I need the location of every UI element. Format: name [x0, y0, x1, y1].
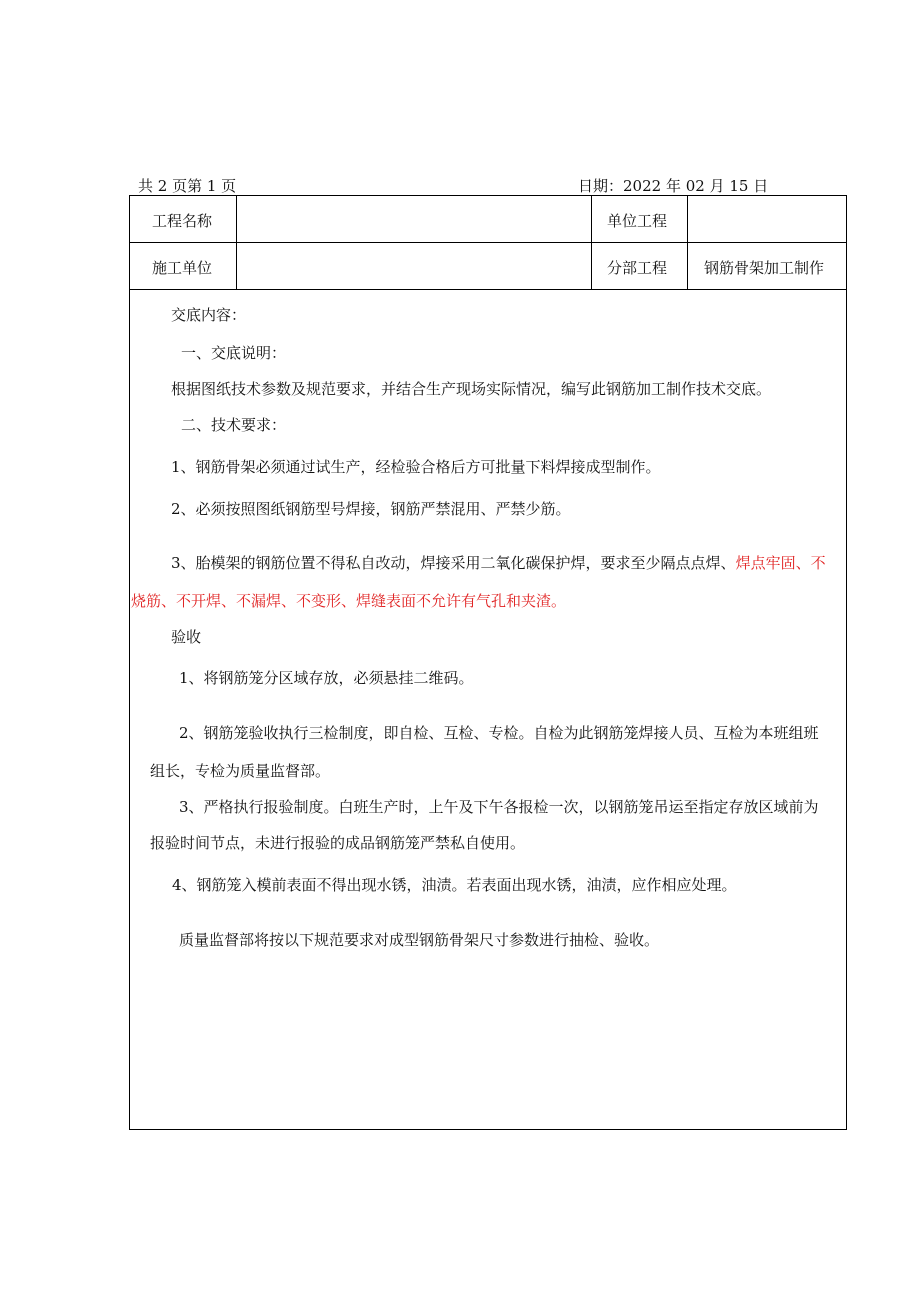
requirement-2: 2、必须按照图纸钢筋型号焊接，钢筋严禁混用、严禁少筋。 [171, 500, 571, 518]
sub-project-value: 钢筋骨架加工制作 [704, 259, 825, 277]
sub-project-label: 分部工程 [607, 259, 668, 277]
table-row-divider [130, 242, 846, 243]
document-date: 日期：2022 年 02 月 15 日 [578, 177, 769, 195]
page-info: 共 2 页第 1 页 [138, 177, 237, 195]
acceptance-3-line1: 3、严格执行报验制度。白班生产时，上午及下午各报检一次，以钢筋笼吊运至指定存放区域前为 [179, 798, 819, 816]
table-col-divider [687, 196, 688, 289]
section1-text: 根据图纸技术参数及规范要求，并结合生产现场实际情况，编写此钢筋加工制作技术交底。 [171, 380, 772, 398]
acceptance-2-line2: 组长，专检为质量监督部。 [150, 762, 331, 780]
construction-unit-label: 施工单位 [152, 259, 213, 277]
requirement-3-line1 [171, 552, 826, 573]
acceptance-2-line1: 2、钢筋笼验收执行三检制度，即自检、互检、专检。自检为此钢筋笼焊接人员、互检为本班组班 [179, 724, 819, 742]
project-name-label: 工程名称 [152, 212, 213, 230]
acceptance-4: 4、钢筋笼入模前表面不得出现水锈，油渍。若表面出现水锈，油渍，应作相应处理。 [172, 876, 737, 894]
disclosure-table [129, 195, 847, 1130]
requirement-1: 1、钢筋骨架必须通过试生产，经检验合格后方可批量下料焊接成型制作。 [171, 458, 661, 476]
unit-project-label: 单位工程 [607, 212, 668, 230]
section2-title: 二、技术要求： [181, 416, 287, 434]
acceptance-3-line2: 报验时间节点，未进行报验的成品钢筋笼严禁私自使用。 [150, 834, 526, 852]
requirement-3-highlight: 焊点牢固、不 [735, 554, 826, 572]
requirement-3-normal: 3、胎模架的钢筋位置不得私自改动，焊接采用二氧化碳保护焊，要求至少隔点点焊、 [171, 554, 736, 572]
acceptance-title: 验收 [171, 628, 202, 646]
content-heading: 交底内容： [171, 306, 247, 324]
section1-title: 一、交底说明： [181, 344, 287, 362]
acceptance-1: 1、将钢筋笼分区域存放，必须悬挂二维码。 [179, 669, 474, 687]
closing-statement: 质量监督部将按以下规范要求对成型钢筋骨架尺寸参数进行抽检、验收。 [179, 931, 660, 949]
table-row-divider [130, 289, 846, 290]
table-col-divider [591, 196, 592, 289]
requirement-3-line2: 烧筋、不开焊、不漏焊、不变形、焊缝表面不允许有气孔和夹渣。 [131, 592, 567, 610]
table-col-divider [236, 196, 237, 289]
